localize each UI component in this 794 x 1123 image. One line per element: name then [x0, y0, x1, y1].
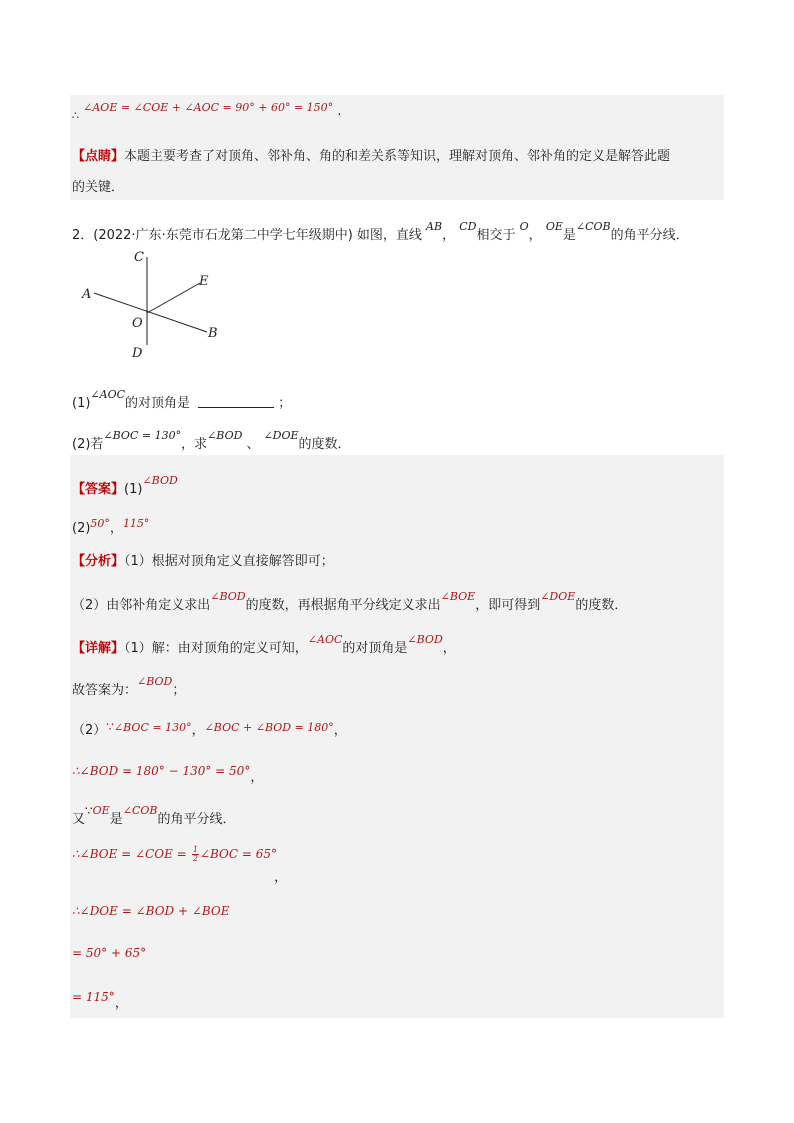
part2-end: 的度数． — [298, 437, 351, 452]
detail-line-2-bod: ∠BOD — [137, 675, 173, 688]
equation-aoe: ∠AOE = ∠COE + ∠AOC = 90° + 60° = 150° — [83, 101, 334, 114]
q-cd: CD — [459, 220, 477, 233]
q-comma-2: ， — [528, 228, 542, 243]
detail-line-5-prefix: 又 — [72, 812, 86, 827]
question-intro: 2．(2022·广东·东莞市石龙第二中学七年级期中) 如图，直线 — [72, 228, 422, 243]
detail-cob: ∠COB — [122, 804, 158, 817]
detail-line-3-end: ， — [333, 723, 347, 738]
q-intersect-text: 相交于 — [476, 228, 516, 243]
answer-2-comma: ， — [109, 521, 123, 536]
answer-2-prefix: (2) — [72, 521, 91, 536]
part1-prefix: (1) — [72, 396, 91, 411]
detail-tag: 【详解】 — [72, 641, 125, 656]
because-symbol-2: ∵ — [85, 804, 93, 818]
detail-eq-sum: ∠BOC + ∠BOD = 180° — [204, 721, 334, 734]
line-ab — [94, 293, 207, 332]
detail-line-5-end: 的角平分线． — [157, 812, 236, 827]
part2-sep: 、 — [246, 437, 260, 452]
detail-eq-result: = 115° — [72, 990, 115, 1004]
part2-ask: ，求 — [181, 437, 208, 452]
detail-line-2-end: ； — [172, 683, 186, 698]
label-o: O — [132, 316, 143, 331]
fraction-numerator: 1 — [192, 845, 198, 854]
q-comma-1: ， — [442, 228, 456, 243]
q-bisector-text: 的角平分线． — [610, 228, 689, 243]
geometry-figure — [72, 245, 242, 365]
detail-line-1-prefix: （1）解：由对顶角的定义可知， — [124, 641, 308, 656]
answer-blank — [198, 395, 274, 408]
q-o: O — [519, 220, 529, 233]
ray-oe — [147, 283, 200, 313]
analysis-line-2-end: 的度数． — [575, 598, 628, 613]
detail-line-5-is: 是 — [109, 812, 123, 827]
q-ab: AB — [426, 220, 443, 233]
analysis-line-2-mid: 的度数，再根据角平分线定义求出 — [245, 598, 441, 613]
label-a: A — [82, 287, 92, 302]
answer-1-value: ∠BOD — [142, 474, 178, 487]
analysis-line-2-prefix: （2）由邻补角定义求出 — [72, 598, 211, 613]
detail-oe: OE — [92, 804, 110, 817]
fraction-denominator: 2 — [192, 854, 198, 863]
detail-line-3-prefix: （2） — [72, 723, 107, 738]
answer-tag: 【答案】 — [72, 482, 125, 497]
label-b: B — [208, 326, 218, 341]
detail-eq-boc: ∠BOC = 130° — [113, 721, 192, 734]
comment-text-2: 的关键． — [72, 180, 125, 195]
analysis-tag: 【分析】 — [72, 554, 125, 569]
analysis-boe: ∠BOE — [440, 590, 476, 603]
answer-2-value-1: 50° — [90, 517, 110, 530]
detail-eq-boe-a: ∴∠BOE = ∠COE = — [72, 847, 187, 861]
answer-2-value-2: 115° — [122, 517, 150, 530]
comment-tag: 【点睛】 — [72, 149, 125, 164]
part2-bod: ∠BOD — [207, 429, 243, 442]
detail-eq-doe: ∴∠DOE = ∠BOD + ∠BOE — [72, 904, 230, 918]
analysis-line-1: （1）根据对顶角定义直接解答即可； — [124, 554, 334, 569]
q-is-text: 是 — [562, 228, 576, 243]
equation-period: . — [337, 104, 342, 119]
detail-bod: ∠BOD — [407, 633, 443, 646]
label-c: C — [134, 250, 144, 265]
part2-prefix: (2)若 — [72, 437, 104, 452]
analysis-doe: ∠DOE — [540, 590, 576, 603]
detail-line-3-comma: ， — [191, 723, 205, 738]
detail-line-2-prefix: 故答案为： — [72, 683, 138, 698]
answer-1-prefix: (1) — [124, 482, 143, 497]
therefore-symbol: ∴ — [72, 109, 79, 122]
detail-eq-boe-b: ∠BOC = 65° — [199, 847, 278, 861]
label-d: D — [132, 346, 143, 361]
part2-given: ∠BOC = 130° — [103, 429, 182, 442]
detail-eq-bod: ∴∠BOD = 180° − 130° = 50° — [72, 764, 251, 778]
comment-text-1: 本题主要考查了对顶角、邻补角、角的和差关系等知识，理解对顶角、邻补角的定义是解答此题 — [124, 149, 671, 164]
detail-eq-sum-values: = 50° + 65° — [72, 946, 147, 960]
q-cob: ∠COB — [575, 220, 611, 233]
fraction-one-half — [192, 846, 199, 863]
detail-line-9-end: ， — [114, 996, 128, 1011]
detail-line-1-end: ， — [442, 641, 456, 656]
part1-angle: ∠AOC — [90, 388, 126, 401]
part1-text: 的对顶角是 — [125, 396, 191, 411]
detail-line-6-end: ， — [274, 870, 288, 885]
because-symbol: ∵ — [106, 720, 114, 734]
analysis-bod: ∠BOD — [210, 590, 246, 603]
detail-aoc: ∠AOC — [307, 633, 343, 646]
detail-line-1-mid: 的对顶角是 — [342, 641, 408, 656]
detail-line-4-end: ， — [250, 770, 264, 785]
part1-end: ； — [278, 396, 292, 411]
part2-doe: ∠DOE — [263, 429, 299, 442]
q-oe: OE — [545, 220, 563, 233]
label-e: E — [199, 274, 209, 289]
analysis-line-2-mid2: ，即可得到 — [475, 598, 541, 613]
